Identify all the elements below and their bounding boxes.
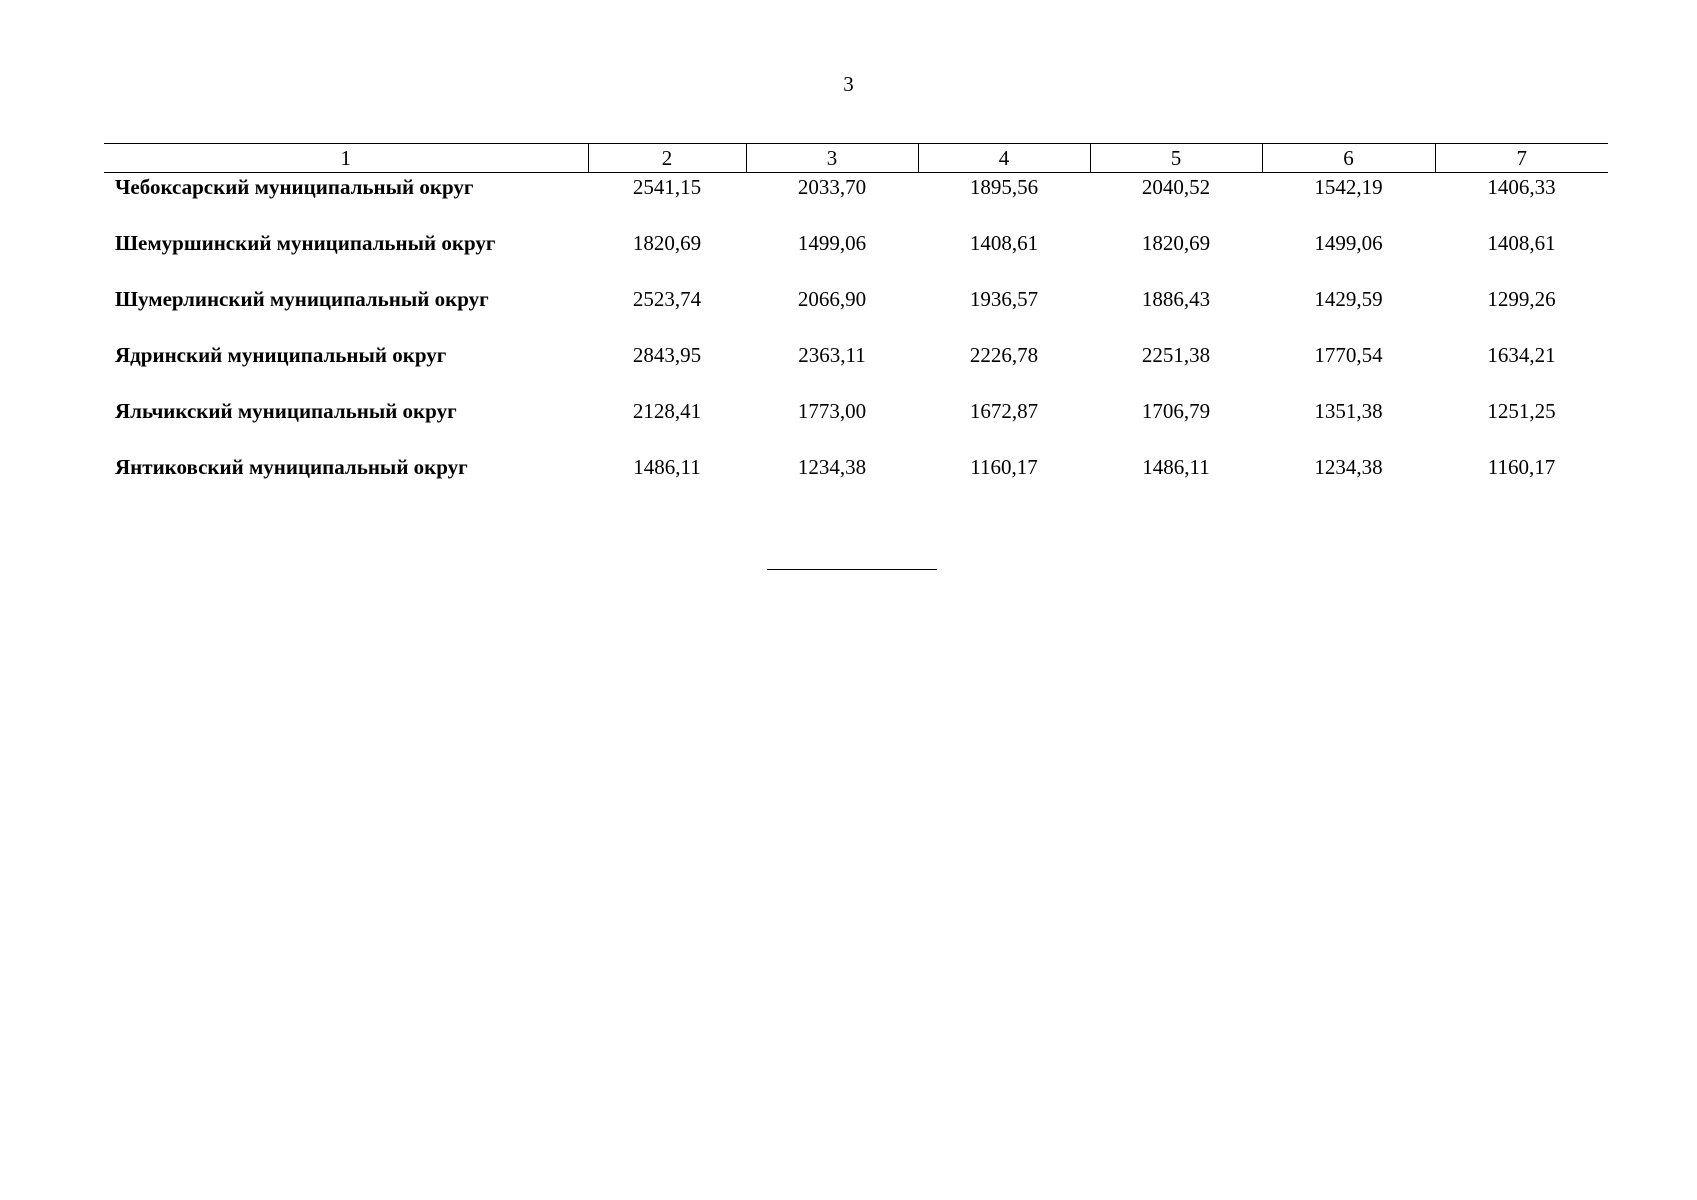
table-cell: 1429,59 [1314,286,1383,311]
table-cell: 1706,79 [1141,398,1211,423]
district-name: Шумерлинский муниципальный округ [115,286,489,311]
table-cell: 2226,78 [969,342,1039,367]
table-cell: 1408,61 [1487,230,1556,255]
page-number: 3 [843,72,854,96]
table-cell: 1251,25 [1487,398,1556,423]
table-row [104,453,1608,509]
table-cell: 1160,17 [970,454,1038,479]
table-row [104,285,1608,341]
table-cell: 1672,87 [969,398,1039,423]
column-header: 5 [1090,144,1262,173]
table-cell: 2251,38 [1141,342,1211,367]
column-header: 7 [1435,144,1608,173]
table-cell: 1351,38 [1314,398,1383,423]
table-cell: 2363,11 [798,342,866,367]
table-cell: 1820,69 [1141,230,1211,255]
district-name: Шемуршинский муниципальный округ [115,230,496,255]
header-row [104,144,1608,173]
table-cell: 1820,69 [632,230,702,255]
column-header: 3 [746,144,918,173]
table-cell: 1406,33 [1487,175,1556,199]
table-cell: 2523,74 [632,286,702,311]
end-divider [767,569,937,570]
table-cell: 1773,00 [797,398,867,423]
table-cell: 1542,19 [1314,175,1383,199]
table-cell: 2843,95 [632,342,702,367]
table-cell: 1234,38 [797,454,867,479]
column-header: 1 [104,144,588,173]
table-cell: 1886,43 [1141,286,1211,311]
table-cell: 2040,52 [1141,175,1211,199]
table-cell: 1936,57 [969,286,1039,311]
column-header: 4 [918,144,1090,173]
table-row [104,341,1608,397]
table-cell: 1770,54 [1314,342,1383,367]
table-cell: 2541,15 [632,175,702,199]
table-cell: 1499,06 [797,230,867,255]
table-cell: 1234,38 [1314,454,1383,479]
column-header: 2 [588,144,746,173]
table-row [104,229,1608,285]
table-cell: 1634,21 [1487,342,1556,367]
data-table [104,143,1608,509]
table-cell: 2128,41 [632,398,702,423]
table-cell: 1486,11 [633,454,701,479]
table-cell: 1408,61 [969,230,1039,255]
table-cell: 1895,56 [969,175,1039,199]
table-row [104,173,1608,229]
table-cell: 1299,26 [1487,286,1556,311]
district-name: Янтиковский муниципальный округ [115,454,468,479]
district-name: Яльчикский муниципальный округ [115,398,457,423]
district-name: Чебоксарский муниципальный округ [115,175,474,199]
table-cell: 1486,11 [1142,454,1210,479]
table-row [104,397,1608,453]
table-cell: 1160,17 [1487,454,1556,479]
table-cell: 2033,70 [797,175,867,199]
district-name: Ядринский муниципальный округ [115,342,447,367]
column-header: 6 [1262,144,1435,173]
table-cell: 1499,06 [1314,230,1383,255]
table-cell: 2066,90 [797,286,867,311]
